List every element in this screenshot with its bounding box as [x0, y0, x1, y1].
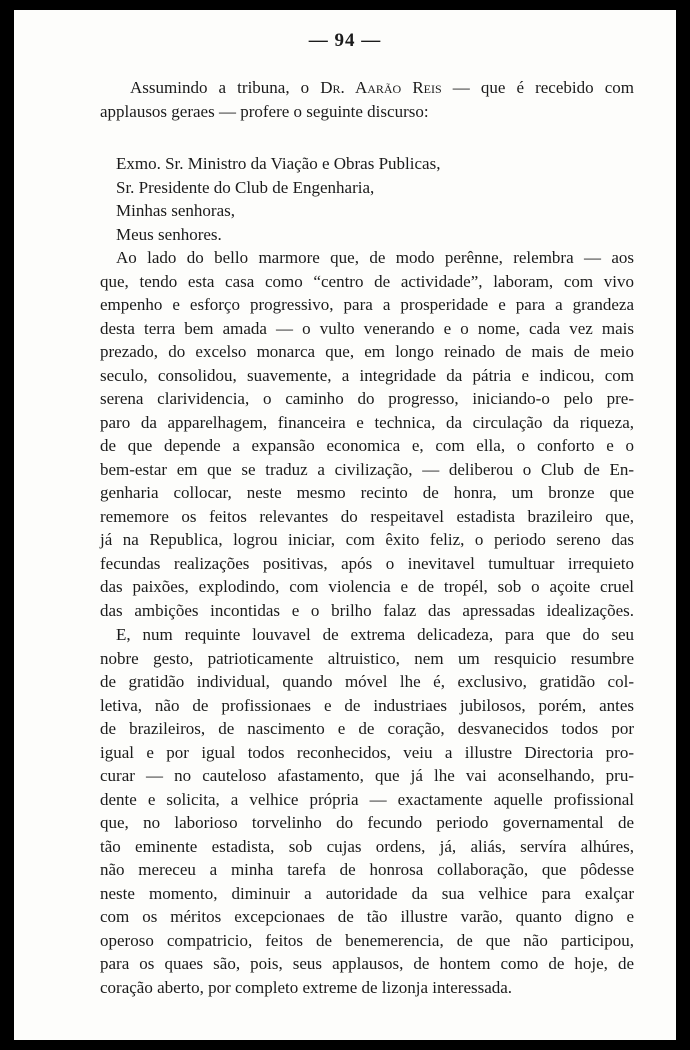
text-line: das ambições incontidas e o brilho falaz das apressadas idealizações. — [100, 600, 634, 620]
intro-line-1-end: — que é recebido com — [441, 78, 634, 97]
paragraph-2 — [100, 623, 634, 999]
text-line: serena clarividencia, o caminho do progresso, iniciando-o pelo pre- — [100, 389, 634, 408]
speaker-name: Dr. Aarão Reis — [320, 78, 442, 97]
page-number: — 94 — — [308, 30, 382, 51]
text-line: dente e solicita, a velhice própria — exactamente aquelle profissional — [100, 789, 634, 809]
text-line: E, num requinte louvavel de extrema delicadeza, para que do seu — [116, 625, 634, 644]
paragraph-1 — [100, 246, 634, 622]
salutation-line: Exmo. Sr. Ministro da Viação e Obras Publicas, — [116, 154, 441, 173]
text-line: das paixões, explodindo, com violencia e de tropél, sob o açoite cruel — [100, 577, 634, 596]
text-line: de brazileiros, de nascimento e de coração, desvanecidos todos por — [100, 719, 634, 738]
text-line: para os quaes são, pois, seus applausos, de hontem como de hoje, de — [100, 954, 634, 973]
intro-line-1-start: Assumindo a tribuna, o — [130, 78, 321, 97]
intro-line-2: applausos geraes — profere o seguinte discurso: — [100, 101, 429, 121]
text-line: não mereceu a minha tarefa de honrosa collaboração, que pôdesse — [100, 860, 634, 879]
text-line: desta terra bem amada — o vulto venerando e o nome, cada vez mais — [100, 318, 634, 338]
text-line: neste momento, diminuir a autoridade da sua velhice para exalçar — [100, 883, 634, 903]
text-line: operoso compatricio, feitos de benemerencia, de que não participou, — [100, 930, 634, 950]
text-line: que, no laborioso torvelinho do fecundo periodo governamental de — [100, 813, 634, 832]
salutation-line: Meus senhores. — [116, 224, 222, 244]
text-line: de que depende a expansão economica e, com ella, o conforto e o — [100, 436, 634, 455]
text-line: empenho e esforço progressivo, para a prosperidade e para a grandeza — [100, 295, 634, 314]
text-line: paro da apparelhagem, financeira e technica, da circulação da riqueza, — [100, 412, 634, 432]
text-line: curar — no cauteloso afastamento, que já lhe vai aconselhando, pru- — [100, 766, 634, 785]
text-line: que, tendo esta casa como “centro de actividade”, laboram, com vivo — [100, 271, 634, 291]
salutation-line: Minhas senhoras, — [116, 201, 235, 220]
book-page — [14, 10, 676, 1040]
text-line: com os méritos excepcionaes de tão illustre varão, quanto digno e — [100, 907, 634, 926]
text-line: de gratidão individual, quando móvel lhe é, exclusivo, gratidão col- — [100, 672, 634, 691]
text-line: seculo, consolidou, suavemente, a integridade da pátria e indicou, com — [100, 365, 634, 385]
text-line: prezado, do excelso monarca que, em longo reinado de mais de meio — [100, 342, 634, 361]
intro-paragraph — [100, 76, 634, 123]
text-line: igual e por igual todos reconhecidos, veiu a illustre Directoria pro- — [100, 742, 634, 762]
text-line: tão eminente estadista, sob cujas ordens, já, aliás, servíra alhúres, — [100, 836, 634, 856]
text-line: letiva, não de profissionaes e de industriaes jubilosos, porém, antes — [100, 695, 634, 715]
text-line: rememore os feitos relevantes do respeitavel estadista brazileiro que, — [100, 506, 634, 526]
salutation-line: Sr. Presidente do Club de Engenharia, — [116, 177, 375, 197]
text-line: bem-estar em que se traduz a civilização, — deliberou o Club de En- — [100, 459, 634, 479]
text-line: genharia collocar, neste mesmo recinto de honra, um bronze que — [100, 483, 634, 502]
text-line: Ao lado do bello marmore que, de modo perênne, relembra — aos — [116, 248, 634, 267]
text-line: nobre gesto, patrioticamente altruistico, nem um resquicio resumbre — [100, 648, 634, 668]
text-line: já na Republica, logrou iniciar, com êxito feliz, o periodo sereno das — [100, 530, 634, 549]
salutation-block — [116, 152, 536, 246]
text-line: fecundas realizações positivas, após o inevitavel tumultuar irrequieto — [100, 553, 634, 573]
text-line: coração aberto, por completo extreme de lizonja interessada. — [100, 977, 513, 997]
intro-line-1 — [100, 76, 634, 100]
